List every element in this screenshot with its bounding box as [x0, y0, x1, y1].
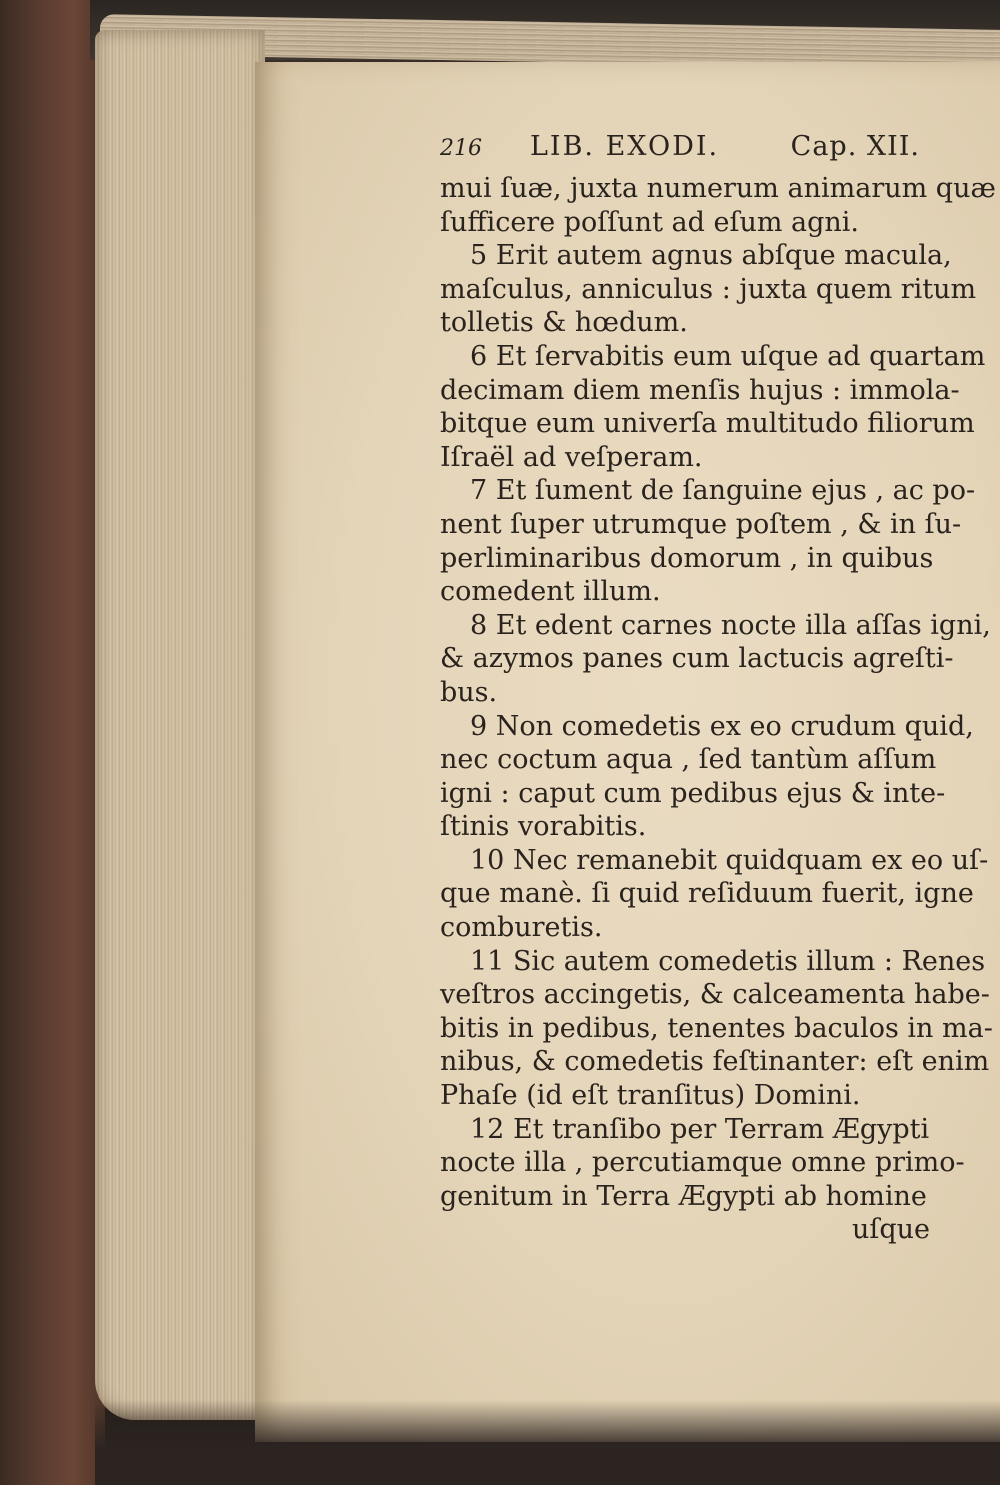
book-cover [0, 0, 105, 1485]
text-line: comedent illum. [440, 576, 661, 608]
text-line: 6 Et ſervabitis eum uſque ad quartam [470, 340, 986, 372]
text-line: bus. [440, 676, 498, 708]
text-line: veſtros accingetis, & calceamenta habe- [440, 979, 990, 1011]
text-line: nec coctum aqua , ſed tantùm aſſum [440, 744, 937, 776]
text-line: 10 Nec remanebit quidquam ex eo uſ- [470, 844, 989, 876]
text-line: bitis in pedibus, tenentes baculos in ma- [440, 1012, 993, 1044]
text-line: genitum in Terra Ægypti ab homine [440, 1180, 927, 1212]
text-line: decimam diem menſis hujus : immola- [440, 374, 960, 406]
text-line: nibus, & comedetis feſtinanter: eſt enim [440, 1046, 990, 1078]
text-line: que manè. ſi quid reſiduum fuerit, igne [440, 878, 974, 910]
page-text [440, 130, 996, 1247]
text-line: bitque eum univerſa multitudo filiorum [440, 408, 975, 440]
book-title: LIB. EXODI. [530, 131, 720, 162]
text-line: nent ſuper utrumque poſtem , & in ſu- [440, 508, 962, 540]
text-line: maſculus, anniculus : juxta quem ritum [440, 273, 977, 305]
text-line: 8 Et edent carnes nocte illa aſſas igni, [470, 609, 991, 641]
background-bottom [95, 1400, 1000, 1485]
text-line: 12 Et tranſibo per Terram Ægypti [470, 1113, 930, 1145]
text-line: comburetis. [440, 912, 603, 944]
chapter-label: Cap. XII. [790, 131, 920, 162]
text-line: 11 Sic autem comedetis illum : Renes [470, 945, 986, 977]
text-line: & azymos panes cum lactucis agreſti- [440, 643, 954, 675]
catchword: uſque [851, 1214, 930, 1246]
text-lines [440, 172, 996, 1213]
text-line: igni : caput cum pedibus ejus & inte- [440, 777, 946, 809]
text-line: 9 Non comedetis ex eo crudum quid, [470, 710, 974, 742]
text-line: mui ſuæ, juxta numerum animarum quæ [440, 173, 996, 204]
text-line: nocte illa , percutiamque omne primo- [440, 1147, 965, 1179]
text-line: 7 Et ſument de ſanguine ejus , ac po- [470, 475, 976, 507]
text-line: ſufficere poſſunt ad eſum agni. [440, 206, 860, 238]
page-number: 216 [440, 136, 482, 161]
text-line: tolletis & hœdum. [440, 307, 688, 339]
running-head [440, 130, 920, 172]
page-edges-left [95, 30, 265, 1420]
text-line: perliminaribus domorum , in quibus [440, 542, 934, 574]
text-line: Phaſe (id eſt tranſitus) Domini. [440, 1080, 861, 1112]
text-line: Iſraël ad veſperam. [440, 441, 703, 473]
text-line: ſtinis vorabitis. [440, 811, 647, 843]
text-line: 5 Erit autem agnus abſque macula, [470, 240, 952, 272]
